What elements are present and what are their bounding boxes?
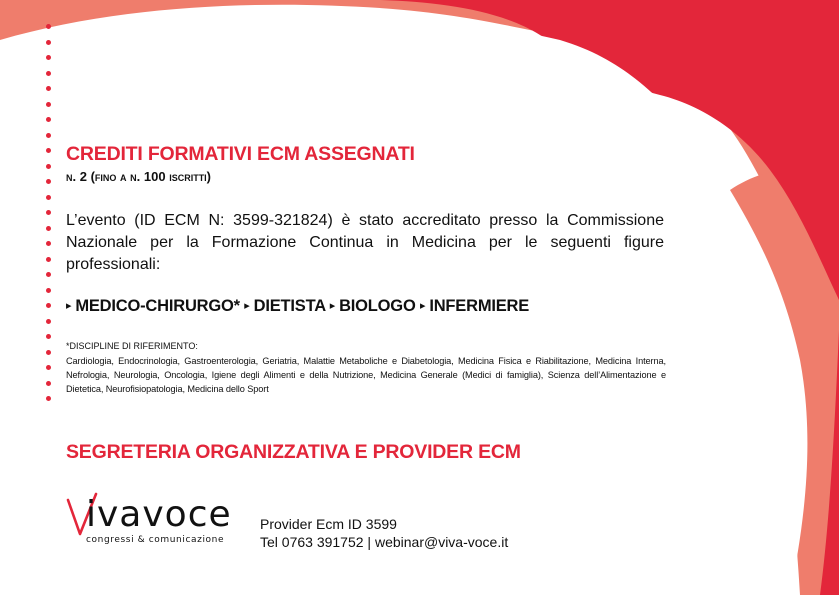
dot [46,86,51,91]
disciplines-list: Cardiologia, Endocrinologia, Gastroenterologia, Geriatria, Malattie Metaboliche e Diabetologia, Medicina Fisica e Riabilitazione, Medicina Interna, Nefrologia, Neurologia, Oncologia, Igiene degli Alimenti e della Nutrizione, Medicina Generale (Medici di famiglia), Scienza dell’Alimentazione e Dietetica, Neurofisiopatologia, Medicina dello Sport [66,356,666,394]
dot [46,365,51,370]
dot [46,334,51,339]
provider-id: Provider Ecm ID 3599 [260,516,397,532]
dot [46,102,51,107]
dot [46,179,51,184]
dot [46,40,51,45]
dot [46,303,51,308]
logo-tagline: congressi & comunicazione [86,535,225,545]
dot [46,210,51,215]
dot [46,350,51,355]
disciplines-label: *DISCIPLINE DI RIFERIMENTO: [66,341,198,351]
figure-item: INFERMIERE [429,297,530,315]
dot [46,288,51,293]
dot [46,241,51,246]
dot [46,133,51,138]
dotted-line [46,24,54,404]
dot [46,24,51,29]
dot [46,55,51,60]
figure-item: BIOLOGO [339,297,416,315]
credits-subtitle-num: 100 [143,169,166,184]
figure-separator: ▸ [66,300,72,312]
dot [46,272,51,277]
vivavoce-logo [66,492,246,552]
provider-info [260,515,508,551]
dot [46,148,51,153]
professional-figures [66,297,529,316]
credits-subtitle [66,169,211,184]
secretariat-title: SEGRETERIA ORGANIZZATIVA E PROVIDER ECM [66,441,521,463]
dot [46,396,51,401]
dot [46,195,51,200]
dot [46,164,51,169]
accreditation-paragraph: L’evento (ID ECM N: 3599-321824) è stato accreditato presso la Commissione Nazionale per la Formazione Continua in Medicina per le seguenti figure professionali: [66,212,664,273]
dot [46,71,51,76]
provider-contact: Tel 0763 391752 | webinar@viva-voce.it [260,534,509,550]
figure-separator: ▸ [329,300,336,312]
dot [46,319,51,324]
figure-item: DIETISTA [253,297,326,315]
figure-separator: ▸ [419,300,426,312]
credits-title: CREDITI FORMATIVI ECM ASSEGNATI [66,143,415,165]
dot [46,381,51,386]
dot [46,257,51,262]
dot [46,226,51,231]
figure-separator: ▸ [244,300,250,312]
logo-wordmark: ivavoce [86,494,232,535]
credits-subtitle-tail: iscritti) [169,169,212,184]
figure-item: MEDICO-CHIRURGO* [75,297,240,315]
credits-subtitle-n: n. 2 (fino a n. [66,169,141,184]
dot [46,117,51,122]
